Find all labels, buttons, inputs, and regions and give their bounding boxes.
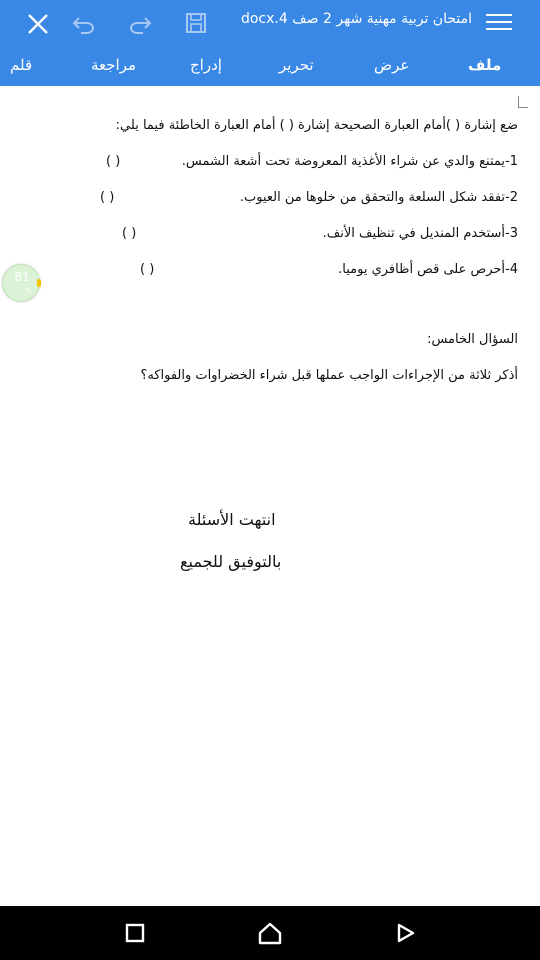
redo-button[interactable] <box>122 8 158 38</box>
document-page[interactable] <box>0 86 540 906</box>
home-icon <box>257 921 283 945</box>
close-icon <box>27 13 49 35</box>
hamburger-menu-icon <box>485 12 513 32</box>
system-navigation-bar <box>0 906 540 960</box>
app-bar <box>0 0 540 86</box>
title-row <box>0 0 540 44</box>
tab-insert[interactable]: إدراج <box>190 56 222 74</box>
answer-blank-2: ( ) <box>100 190 115 205</box>
page-corner-marker <box>518 96 528 108</box>
tab-file[interactable]: ملف <box>468 56 502 74</box>
answer-blank-1: ( ) <box>106 154 121 169</box>
question-item-4: 4-أحرص على قص أظافري يوميا. <box>338 262 518 277</box>
badge-indicator <box>37 279 41 287</box>
answer-blank-4: ( ) <box>140 262 155 277</box>
fifth-question-text: أذكر ثلاثة من الإجراءات الواجب عملها قبل شراء الخضراوات والفواكه؟ <box>140 368 518 383</box>
document-title: امتحان تربية مهنية شهر 2 صف docx.4 <box>240 11 472 27</box>
close-button[interactable] <box>22 8 54 40</box>
closing-line-good-luck: بالتوفيق للجميع <box>180 552 282 571</box>
menu-button[interactable] <box>484 10 514 34</box>
back-icon <box>394 922 416 944</box>
question-item-1: 1-يمتنع والدي عن شراء الأغذية المعروضة تحت أشعة الشمس. <box>181 154 518 169</box>
save-button[interactable] <box>180 8 212 38</box>
instruction-line: ضع إشارة ( )أمام العبارة الصحيحة إشارة ( ) أمام العبارة الخاطئة فيما يلي: <box>115 118 518 133</box>
closing-line-end: انتهت الأسئلة <box>188 510 276 529</box>
badge-unit: % <box>25 287 32 295</box>
ribbon-tabs <box>0 50 540 84</box>
save-icon <box>185 12 207 34</box>
recent-apps-icon <box>124 922 146 944</box>
undo-icon <box>71 12 97 34</box>
fifth-question-title: السؤال الخامس: <box>427 332 518 347</box>
question-item-2: 2-تفقد شكل السلعة والتحقق من خلوها من العيوب. <box>239 190 518 205</box>
badge-value: 81 <box>14 270 30 284</box>
recent-apps-button[interactable] <box>120 918 150 948</box>
redo-icon <box>127 12 153 34</box>
tab-pen[interactable]: قلم <box>10 56 33 74</box>
tab-review[interactable]: مراجعة <box>91 56 137 74</box>
tab-edit[interactable]: تحرير <box>279 56 314 74</box>
answer-blank-3: ( ) <box>122 226 137 241</box>
undo-button[interactable] <box>66 8 102 38</box>
question-item-3: 3-أستخدم المنديل في تنظيف الأنف. <box>322 226 518 241</box>
back-button[interactable] <box>390 918 420 948</box>
floating-progress-badge[interactable] <box>2 264 40 302</box>
home-button[interactable] <box>255 918 285 948</box>
tab-view[interactable]: عرض <box>374 56 410 74</box>
